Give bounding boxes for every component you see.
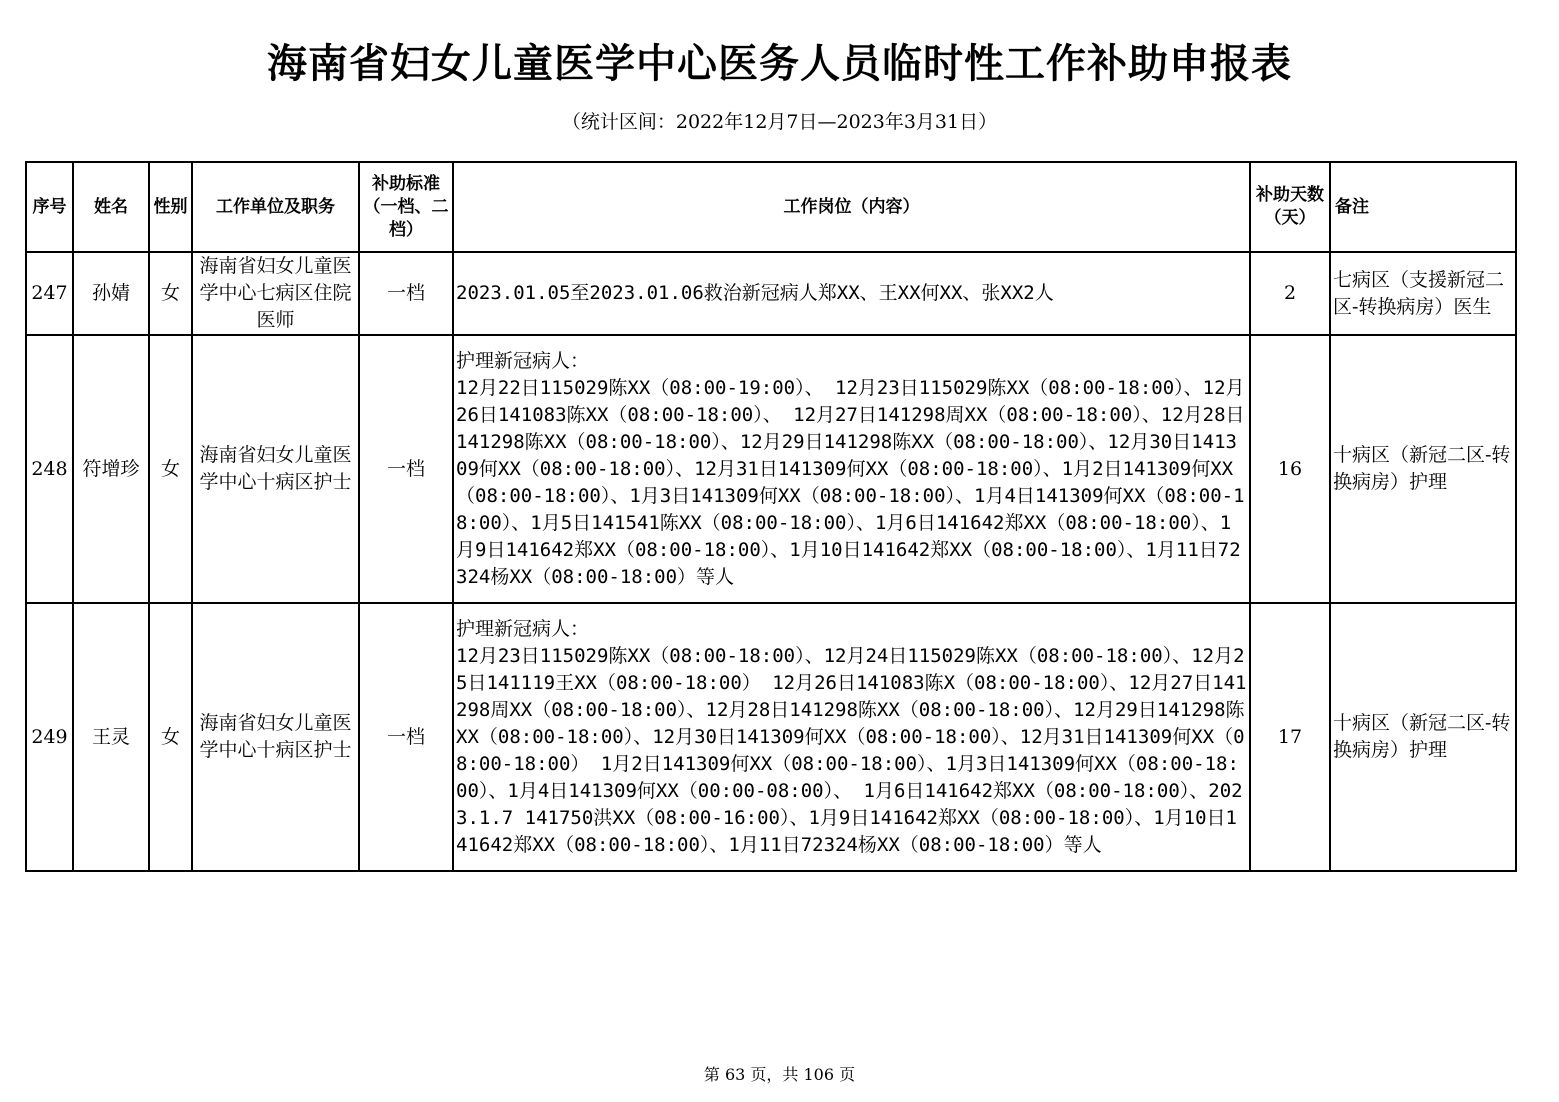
subsidy-table <box>25 161 1517 872</box>
header-gender: 性别 <box>149 162 192 252</box>
cell-unit: 海南省妇女儿童医学中心十病区护士 <box>192 603 359 871</box>
cell-days: 17 <box>1250 603 1330 871</box>
cell-seq: 247 <box>26 252 73 335</box>
header-remark: 备注 <box>1330 162 1516 252</box>
table-row <box>26 252 1516 335</box>
cell-remark: 七病区（支援新冠二区-转换病房）医生 <box>1330 252 1516 335</box>
cell-name: 孙婧 <box>73 252 149 335</box>
cell-name: 王灵 <box>73 603 149 871</box>
header-unit: 工作单位及职务 <box>192 162 359 252</box>
page-title: 海南省妇女儿童医学中心医务人员临时性工作补助申报表 <box>267 41 1292 87</box>
cell-name: 符增珍 <box>73 335 149 603</box>
cell-seq: 249 <box>26 603 73 871</box>
header-name: 姓名 <box>73 162 149 252</box>
header-days: 补助天数（天） <box>1250 162 1330 252</box>
table-row <box>26 603 1516 871</box>
table-row <box>26 335 1516 603</box>
cell-seq: 248 <box>26 335 73 603</box>
statistics-period: （统计区间：2022年12月7日—2023年3月31日） <box>561 111 998 133</box>
cell-post: 护理新冠病人： 12月22日115029陈XX（08:00-19:00）、 12月23日115029陈XX（08:00-18:00）、12月26日141083陈XX（08:00-18:00）、 12月27日141298周XX（08:00-18:00）、12月28日141298陈XX（08:00-18:00）、12月29日141298陈XX（08:00-18:00）、12月30日141309何XX（08:00-18:00）、12月31日141309何XX（08:00-18:00）、1月2日141309何XX（08:00-18:00）、1月3日141309何XX（08:00-18:00）、1月4日141309何XX（08:00-18:00）、1月5日141541陈XX（08:00-18:00）、1月6日141642郑XX（08:00-18:00）、1月9日141642郑XX（08:00-18:00）、1月10日141642郑XX（08:00-18:00）、1月11日72324杨XX（08:00-18:00）等人 <box>453 335 1250 603</box>
cell-standard: 一档 <box>359 603 453 871</box>
cell-unit: 海南省妇女儿童医学中心七病区住院医师 <box>192 252 359 335</box>
cell-unit: 海南省妇女儿童医学中心十病区护士 <box>192 335 359 603</box>
cell-post: 2023.01.05至2023.01.06救治新冠病人郑XX、王XX何XX、张XX2人 <box>453 252 1250 335</box>
header-seq: 序号 <box>26 162 73 252</box>
cell-days: 2 <box>1250 252 1330 335</box>
cell-gender: 女 <box>149 335 192 603</box>
header-row <box>26 162 1516 252</box>
page-number: 第 63 页，共 106 页 <box>703 1065 856 1084</box>
cell-gender: 女 <box>149 252 192 335</box>
cell-remark: 十病区（新冠二区-转换病房）护理 <box>1330 603 1516 871</box>
cell-gender: 女 <box>149 603 192 871</box>
cell-standard: 一档 <box>359 335 453 603</box>
cell-standard: 一档 <box>359 252 453 335</box>
header-post: 工作岗位（内容） <box>453 162 1250 252</box>
cell-post: 护理新冠病人： 12月23日115029陈XX（08:00-18:00）、12月24日115029陈XX（08:00-18:00）、12月25日141119王XX（08:00-18:00） 12月26日141083陈X（08:00-18:00）、12月27日141298周XX（08:00-18:00）、12月28日141298陈XX（08:00-18:00）、12月29日141298陈XX（08:00-18:00）、12月30日141309何XX（08:00-18:00）、12月31日141309何XX（08:00-18:00） 1月2日141309何XX（08:00-18:00）、1月3日141309何XX（08:00-18:00）、1月4日141309何XX（00:00-08:00）、 1月6日141642郑XX（08:00-18:00）、2023.1.7 141750洪XX（08:00-16:00）、1月9日141642郑XX（08:00-18:00）、1月10日141642郑XX（08:00-18:00）、1月11日72324杨XX（08:00-18:00）等人 <box>453 603 1250 871</box>
header-standard: 补助标准（一档、二档） <box>359 162 453 252</box>
cell-remark: 十病区（新冠二区-转换病房）护理 <box>1330 335 1516 603</box>
cell-days: 16 <box>1250 335 1330 603</box>
